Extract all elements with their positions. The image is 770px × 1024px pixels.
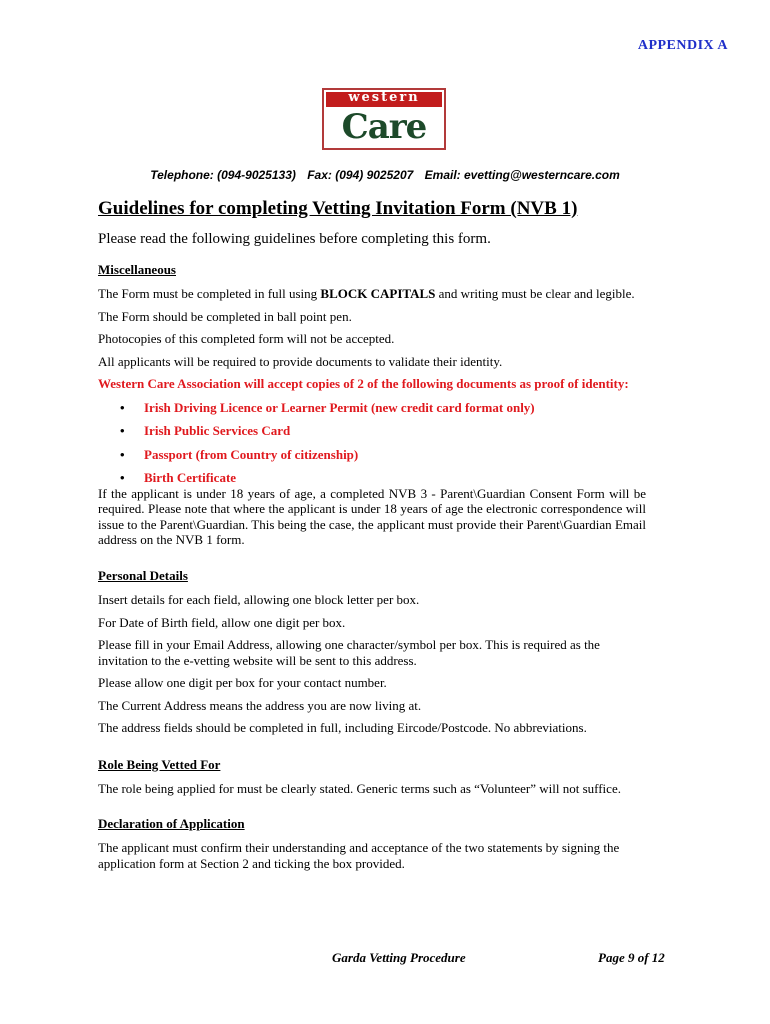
misc-paragraph-2: The Form should be completed in ball point pen. — [98, 308, 352, 324]
contact-email: Email: evetting@westerncare.com — [424, 168, 620, 182]
misc-paragraph-4: All applicants will be required to provide documents to validate their identity. — [98, 353, 503, 369]
section-heading-miscellaneous: Miscellaneous — [98, 261, 176, 277]
role-text: The role being applied for must be clearly stated. Generic terms such as “Volunteer” will not suffice. — [98, 781, 621, 796]
bullet-icon: • — [120, 470, 125, 485]
personal-item: The address fields should be completed in full, including Eircode/Postcode. No abbreviations. — [98, 720, 587, 735]
section-spacer — [98, 804, 646, 816]
document-label: Passport (from Country of citizenship) — [144, 446, 359, 462]
western-care-logo — [322, 88, 446, 150]
document-body — [98, 198, 646, 878]
identity-documents-note: Western Care Association will accept copies of 2 of the following documents as proof of identity: — [98, 376, 629, 391]
misc-paragraph-1 — [98, 286, 646, 302]
section-heading-role: Role Being Vetted For — [98, 756, 221, 772]
misc-paragraph-3: Photocopies of this completed form will not be accepted. — [98, 331, 395, 346]
logo-bottom-text: Care — [341, 107, 427, 147]
list-item — [98, 400, 646, 416]
contact-line — [0, 168, 770, 182]
personal-item: Insert details for each field, allowing one block letter per box. — [98, 592, 420, 607]
under-18-paragraph: If the applicant is under 18 years of age, a completed NVB 3 - Parent\Guardian Consent Form will be required. Please note that where the applicant is under 18 years of age the electronic correspondence will issue to the Parent\Guardian. This being the case, the applicant must provide their Parent\Guardian Email address on the NVB 1 form. — [98, 485, 646, 547]
section-heading-personal-details: Personal Details — [98, 567, 188, 583]
document-label: Irish Public Services Card — [144, 423, 291, 438]
document-label: Birth Certificate — [144, 470, 237, 485]
logo-band — [326, 92, 442, 107]
logo-top-text: western — [348, 90, 420, 105]
section-spacer — [98, 743, 646, 757]
personal-item: The Current Address means the address you are now living at. — [98, 697, 422, 713]
page-title: Guidelines for completing Vetting Invitation Form (NVB 1) — [98, 198, 578, 219]
list-item — [98, 470, 646, 486]
identity-documents-list — [98, 400, 646, 486]
document-label: Irish Driving Licence or Learner Permit (new credit card format only) — [144, 399, 535, 415]
misc-p1-before: The Form must be completed in full using — [98, 286, 321, 301]
declaration-text: The applicant must confirm their understanding and acceptance of the two statements by signing the application form at Section 2 and ticking the box provided. — [98, 840, 620, 871]
bullet-icon: • — [120, 423, 125, 438]
personal-item: For Date of Birth field, allow one digit per box. — [98, 614, 346, 630]
appendix-label: APPENDIX A — [637, 38, 728, 53]
list-item — [98, 447, 646, 463]
contact-fax: Fax: (094) 9025207 — [307, 168, 414, 182]
section-heading-declaration: Declaration of Application — [98, 815, 245, 831]
list-item — [98, 423, 646, 439]
intro-text: Please read the following guidelines before completing this form. — [98, 231, 491, 247]
footer-page-number: Page 9 of 12 — [598, 950, 665, 965]
contact-telephone: Telephone: (094-9025133) — [150, 168, 296, 182]
misc-p1-after: and writing must be clear and legible. — [435, 286, 635, 301]
bullet-icon: • — [120, 399, 125, 415]
footer-procedure: Garda Vetting Procedure — [332, 950, 466, 965]
section-spacer — [98, 548, 646, 568]
misc-p1-bold: BLOCK CAPITALS — [320, 286, 436, 301]
personal-item: Please allow one digit per box for your contact number. — [98, 675, 387, 690]
bullet-icon: • — [120, 446, 125, 462]
personal-item: Please fill in your Email Address, allowing one character/symbol per box. This is required as the invitation to the e-vetting website will be sent to this address. — [98, 637, 600, 668]
